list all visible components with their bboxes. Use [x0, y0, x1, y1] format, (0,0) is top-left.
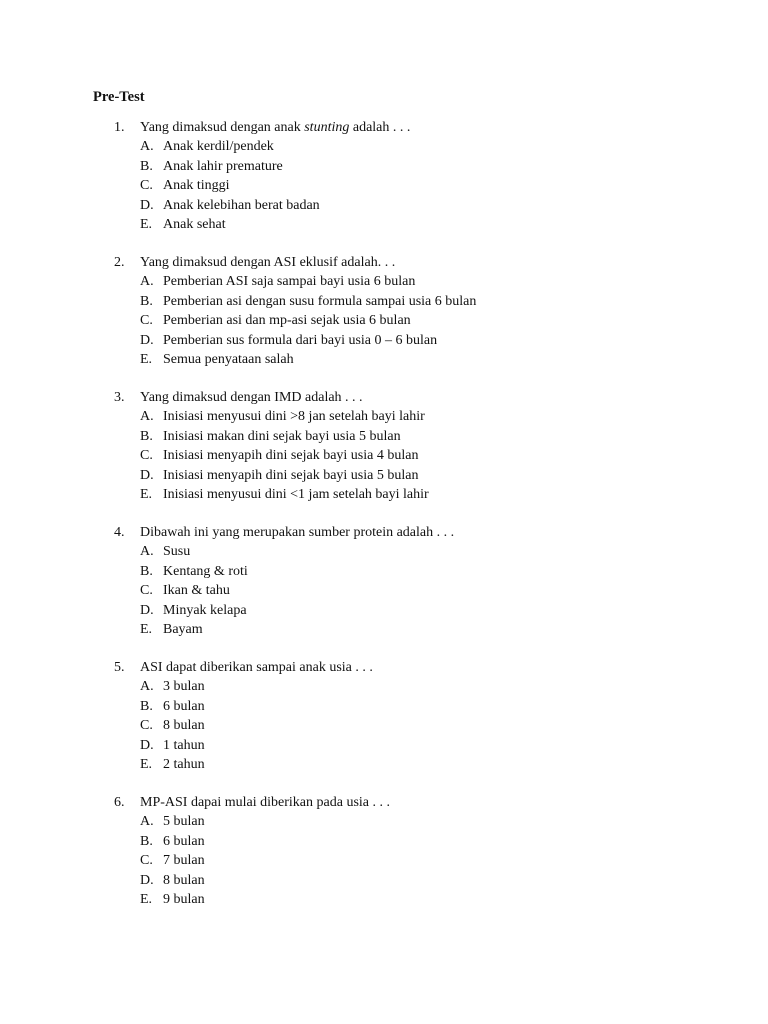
question-text: Yang dimaksud dengan IMD adalah . . .: [140, 390, 363, 405]
document-page: Pre-Test 1. Yang dimaksud dengan anak stunting adalah . . . A. Anak kerdil/pendek B. Anak lahir premature C. Anak tinggi D. Anak kelebihan berat badan E. Anak sehat 2. Yang dimaksud dengan ASI eklusif adalah. . . A. Pemberian ASI saja sampai bayi usia 6 bulan B. Pemberian asi dengan susu formula sampai usia 6 bulan C. Pemberian asi dan mp-asi sejak usia 6 bulan D. Pemberian sus formula dari bayi usia 0 – 6 bulan E. Semua penyataan salah 3. Yang dimaksud dengan IMD adalah . . . A. Inisiasi menyusui dini >8 jan setelah bayi lahir B. Inisiasi makan dini sejak bayi usia 5 bulan C. Inisiasi menyapih dini sejak bayi usia 4 bulan D. Inisiasi menyapih dini sejak bayi usia 5 bulan E. Inisiasi menyusui dini <1 jam setelah bayi lahir 4. Dibawah ini yang merupakan sumber protein adalah . . . A. Susu B. Kentang & roti C. Ikan & tahu D. Minyak kelapa E. Bayam 5. ASI dapat diberikan sampai anak usia . . . A. 3 bulan B. 6 bulan C. 8 bulan D. 1 tahun E. 2 tahun 6. MP-ASI dapai mulai diberikan pada usia . . . A. 5 bulan B. 6 bulan C. 7 bulan D. 8 bulan E. 9 bulan: [93, 89, 477, 907]
question-text: Yang dimaksud dengan anak stunting adalah . . .: [140, 120, 411, 135]
question-text: MP-ASI dapai mulai diberikan pada usia . . .: [140, 795, 391, 810]
question-number: 4.: [114, 525, 125, 540]
question-number: 5.: [114, 660, 125, 675]
question-number: 2.: [114, 255, 125, 270]
question-text: Yang dimaksud dengan ASI eklusif adalah. . .: [140, 255, 396, 270]
question-text: Dibawah ini yang merupakan sumber protein adalah . . .: [140, 525, 455, 540]
question-number: 1.: [114, 120, 125, 135]
question-number: 6.: [114, 795, 125, 810]
italic-term: stunting: [304, 120, 350, 135]
question-number: 3.: [114, 390, 125, 405]
question-text: ASI dapat diberikan sampai anak usia . . .: [140, 660, 373, 675]
page-title: Pre-Test: [93, 89, 145, 105]
